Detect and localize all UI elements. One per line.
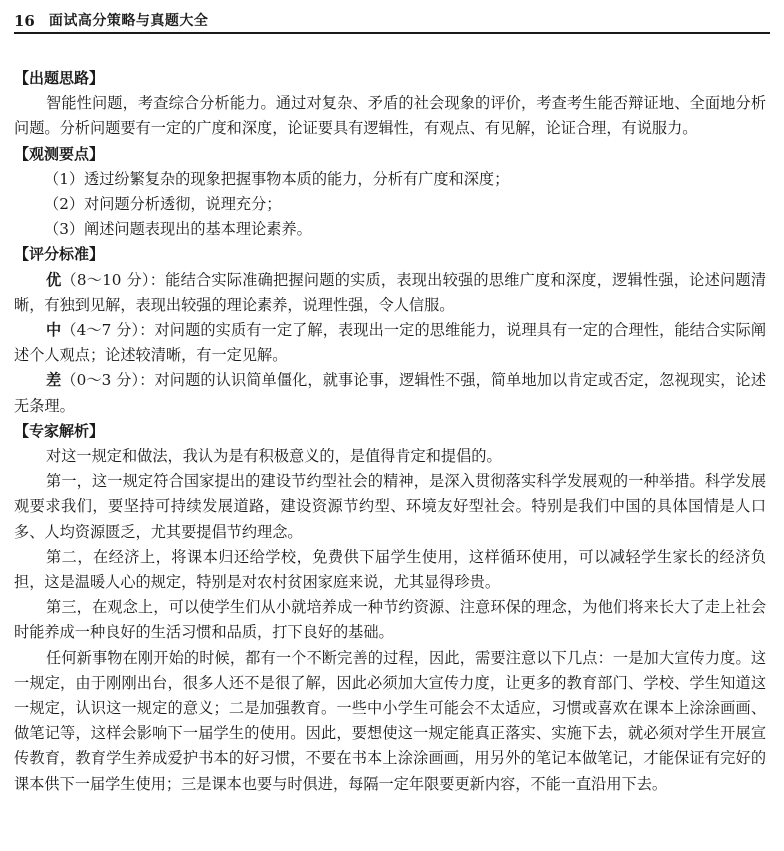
grade-label: 差 [46, 371, 62, 390]
grade-label: 优 [46, 270, 62, 289]
grade-poor [14, 368, 766, 418]
analysis-paragraph: 第一，这一规定符合国家提出的建设节约型社会的精神，是深入贯彻落实科学发展观的一种举措。科学发展观要求我们，要坚持可持续发展道路，建设资源节约型、环境友好型社会。特别是我们中国的具体国情是人口多、人均资源匮乏，尤其要提倡节约理念。 [14, 472, 766, 541]
analysis-paragraph: 第三，在观念上，可以使学生们从小就培养成一种节约资源、注意环保的理念，为他们将来长大了走上社会时能养成一种良好的生活习惯和品质，打下良好的基础。 [14, 598, 766, 642]
grade-text: 能结合实际准确把握问题的实质，表现出较强的思维广度和深度，逻辑性强，论述问题清晰，有独到见解，表现出较强的理论素养，说理性强，令人信服。 [14, 270, 767, 314]
grade-range: （8～10 分）： [61, 270, 166, 289]
grade-range: （0～3 分）： [61, 371, 155, 390]
section-heading-observation: 【观测要点】 [14, 144, 105, 163]
grade-excellent [14, 268, 766, 318]
grade-text: 对问题的认识简单僵化，就事论事，逻辑性不强，简单地加以肯定或否定，忽视现实，论述无条理。 [14, 371, 767, 415]
page-content [14, 66, 766, 797]
observation-item: （2）对问题分析透彻，说理充分； [44, 195, 282, 214]
grade-medium [14, 318, 766, 368]
section-heading-scoring: 【评分标准】 [14, 245, 105, 264]
grade-label: 中 [46, 321, 62, 340]
section-heading-approach: 【出题思路】 [14, 69, 105, 87]
analysis-paragraph: 第二，在经济上，将课本归还给学校，免费供下届学生使用，这样循环使用，可以减轻学生家长的经济负担，这是温暖人心的规定，特别是对农村贫困家庭来说，尤其显得珍贵。 [14, 547, 766, 592]
book-title: 面试高分策略与真题大全 [48, 13, 209, 29]
grade-range: （4～7 分）： [61, 321, 155, 340]
page-header [14, 10, 770, 34]
grade-text: 对问题的实质有一定了解，表现出一定的思维能力，说理具有一定的合理性，能结合实际阐述个人观点；论述较清晰，有一定见解。 [14, 321, 767, 365]
analysis-paragraph: 任何新事物在刚开始的时候，都有一个不断完善的过程，因此，需要注意以下几点：一是加大宣传力度。这一规定，由于刚刚出台，很多人还不是很了解，因此必须加大宣传力度，让更多的教育部门、学校、学生知道这一规定，认识这一规定的意义；二是加强教育。一些中小学生可能会不太适应，习惯或喜欢在课本上涂涂画画、做笔记等，这样会影响下一届学生的使用。因此，要想使这一规定能真正落实、实施下去，就必须对学生开展宣传教育，教育学生养成爱护书本的好习惯，不要在书本上涂涂画画，用另外的笔记本做笔记，才能保证有完好的课本供下一届学生使用；三是课本也要与时俱进，每隔一定年限要更新内容，不能一直沿用下去。 [14, 648, 766, 793]
observation-item: （3）阐述问题表现出的基本理论素养。 [44, 220, 312, 239]
observation-item: （1）透过纷繁复杂的现象把握事物本质的能力，分析有广度和深度； [44, 169, 510, 188]
analysis-paragraph: 对这一规定和做法，我认为是有积极意义的，是值得肯定和提倡的。 [46, 447, 502, 466]
approach-paragraph: 智能性问题，考查综合分析能力。通过对复杂、矛盾的社会现象的评价，考查考生能否辩证地、全面地分析问题。分析问题要有一定的广度和深度，论证要具有逻辑性，有观点、有见解，论证合理，有说服力。 [14, 94, 766, 138]
page-number: 16 [14, 12, 35, 30]
section-heading-analysis: 【专家解析】 [14, 421, 105, 440]
